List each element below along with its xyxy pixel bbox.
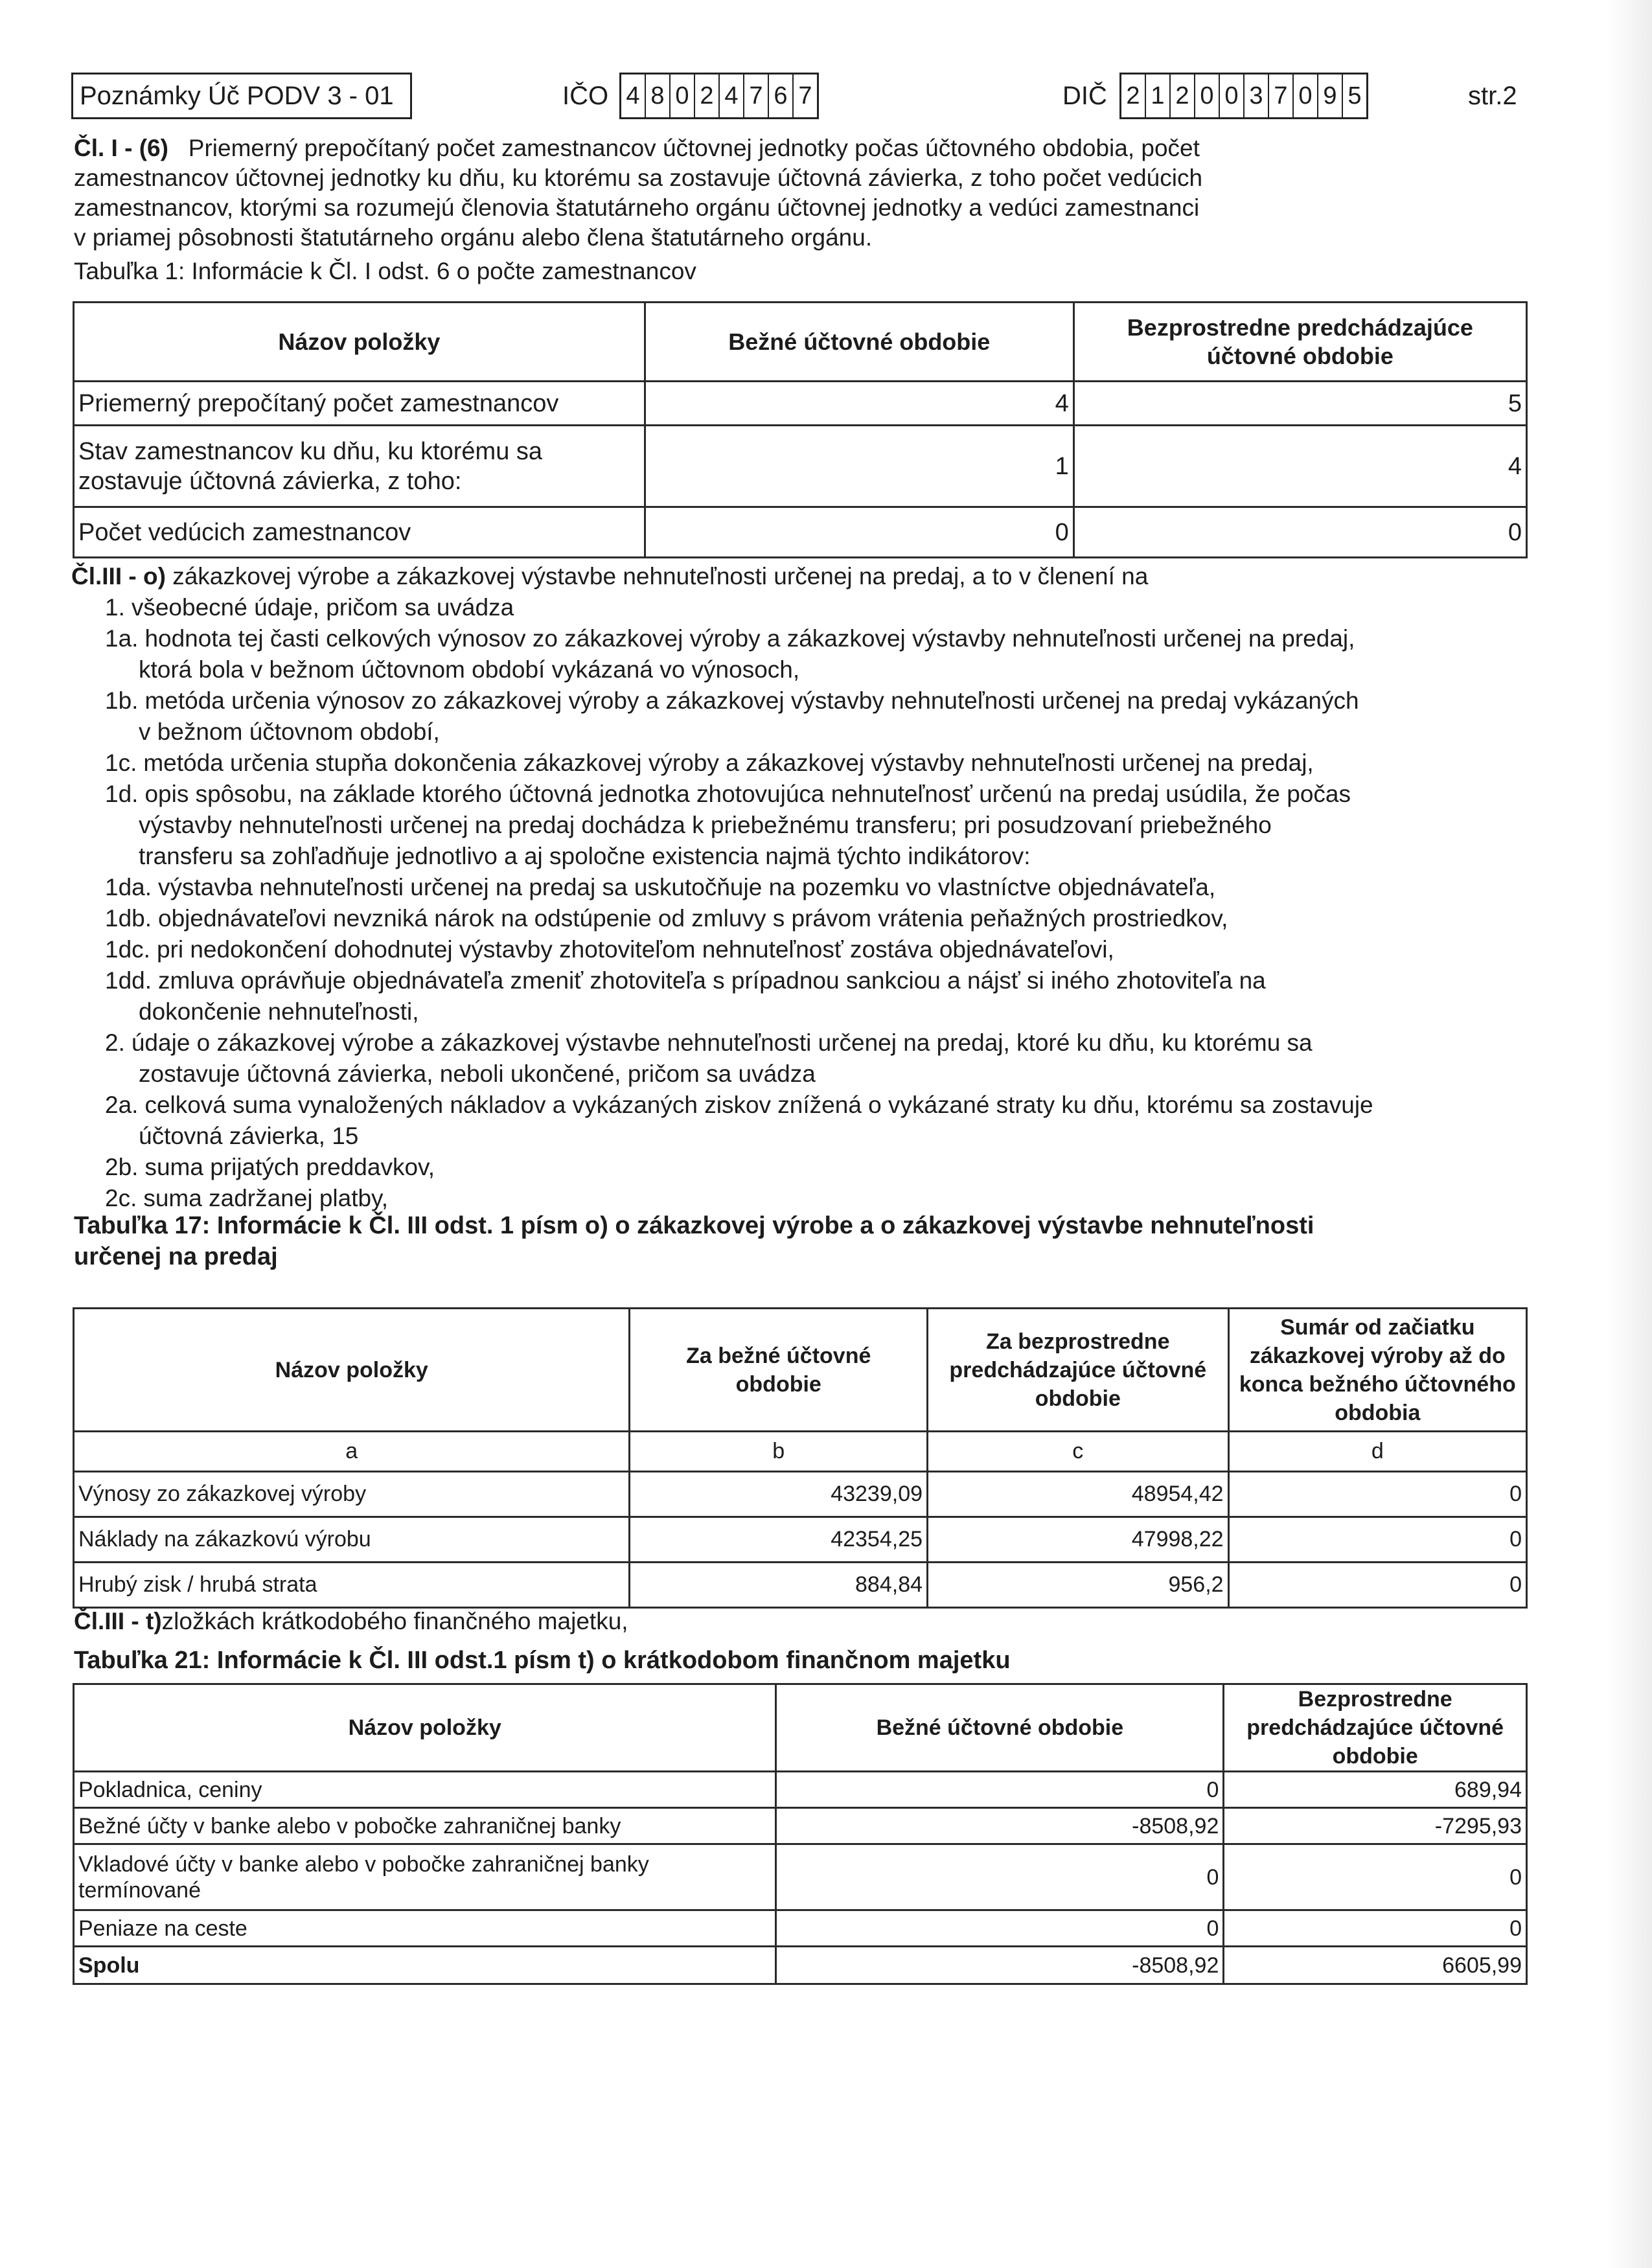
dic-digit: 2 [1171,74,1195,117]
list-item-text: transferu sa zohľadňuje jednotlivo a aj spoločne existencia najmä týchto indikátorov: [139,843,1031,869]
list-item-number: 1b. [105,687,139,714]
list-item-number: 1d. [105,781,139,807]
list-item-text: metóda určenia výnosov zo zákazkovej výroby a zákazkovej výstavby nehnuteľnosti určenej na predaj vykázaných [144,687,1359,714]
dic-digit: 0 [1220,74,1245,117]
col-header: Sumár od začiatku zákazkovej výroby až do konca bežného účtovného obdobia [1228,1309,1526,1432]
form-label-box [71,73,412,119]
section3o-text [71,561,1529,1214]
col-letter: c [928,1432,1229,1472]
dic-digit: 2 [1121,74,1146,117]
list-item-number: 1c. [105,750,137,776]
table-header-row [74,303,1527,382]
row-name: Bežné účty v banke alebo v pobočke zahraničnej banky [74,1808,776,1844]
list-item [71,748,1529,779]
section1-text [74,133,1512,286]
table-row [74,1772,1527,1808]
list-item [71,779,1529,810]
section1-ref: Čl. I - (6) [74,135,168,161]
list-item-continuation [71,1059,1529,1090]
table17-title [74,1210,1532,1272]
list-item-text: opis spôsobu, na základe ktorého účtovná jednotka zhotovujúca nehnuteľnosť určenú na predaj usúdila, že počas [144,781,1351,807]
ico-digit: 7 [744,74,769,117]
col-letter: b [630,1432,928,1472]
letters-row [74,1432,1527,1472]
ico-digits [619,73,819,119]
row-name [74,1844,776,1910]
ico-digit: 7 [798,82,812,109]
table-row [74,382,1527,426]
table-header-row [74,1309,1527,1432]
col-header: Bežné účtovné obdobie [645,303,1073,382]
list-item-number: 2b. [105,1154,139,1180]
dic-digit: 0 [1294,74,1318,117]
list-item-continuation [71,841,1529,872]
table-contract-production [73,1307,1528,1609]
ico-digit: 0 [671,74,695,117]
col-header: Za bežné účtovné obdobie [630,1309,928,1432]
table-employees [73,301,1528,558]
list-item-text: celková suma vynaložených nákladov a vykázaných ziskov znížená o vykázané straty ku dňu, ktorému sa zostavuje [144,1092,1373,1118]
cell-previous: 0 [1224,1844,1527,1910]
cell-previous: 5 [1073,382,1526,426]
dic-digit: 0 [1195,74,1220,117]
col-header: Bezprostredne predchádzajúce účtovné obdobie [1224,1684,1527,1772]
list-item-continuation [71,1121,1529,1152]
table21-title: Tabuľka 21: Informácie k Čl. III odst.1 písm t) o krátkodobom finančnom majetku [74,1647,1011,1674]
cell-d: 0 [1228,1563,1526,1608]
list-item [71,903,1529,934]
dic-digit: 3 [1245,74,1269,117]
row-name: Spolu [74,1947,776,1984]
table-row [74,1910,1527,1947]
row-name: Výnosy zo zákazkovej výroby [74,1472,630,1517]
table-header-row [74,1684,1527,1772]
cell-current: 1 [645,426,1073,507]
list-item-text: pri nedokončení dohodnutej výstavby zhotoviteľom nehnuteľnosť zostáva objednávateľovi, [156,936,1114,963]
dic-label: DIČ [1062,82,1107,110]
row-name: Náklady na zákazkovú výrobu [74,1517,630,1563]
list-item-number: 1db. [105,905,152,932]
section1-line-1 [74,133,1512,163]
row-name: Peniaze na ceste [74,1910,776,1947]
cell-current: 0 [776,1910,1224,1947]
cell-current: -8508,92 [776,1947,1224,1984]
list-item-text: účtovná závierka, 15 [139,1123,359,1149]
list-item-continuation [71,996,1529,1027]
list-item [71,1183,1529,1214]
section1-line-2: zamestnancov účtovnej jednotky ku dňu, ku ktorému sa zostavuje účtovná závierka, z toho počet vedúcich [74,165,1203,191]
list-item-text: v bežnom účtovnom období, [139,718,440,745]
list-item [71,934,1529,965]
dic-digit: 7 [1269,74,1294,117]
section3t-desc: zložkách krátkodobého finančného majetku, [161,1608,628,1634]
table-row [74,426,1527,507]
list-item-text: výstavba nehnuteľnosti určenej na predaj sa uskutočňuje na pozemku vo vlastníctve objednávateľa, [158,874,1216,900]
ico-digit: 4 [621,74,646,117]
list-item-text: všeobecné údaje, pričom sa uvádza [131,594,514,621]
list-item-number: 1dd. [105,967,152,994]
dic-digit: 5 [1348,82,1362,109]
cell-d: 0 [1228,1517,1526,1563]
section3o-ref: Čl.III - o) [71,563,166,590]
row-name [74,426,645,507]
cell-current: 4 [645,382,1073,426]
list-item-text: metóda určenia stupňa dokončenia zákazkovej výroby a zákazkovej výstavby nehnuteľnosti určenej na predaj, [143,750,1314,776]
cell-current: 0 [645,507,1073,558]
row-name: Pokladnica, ceniny [74,1772,776,1808]
table-row [74,507,1527,558]
list-item-text: zostavuje účtovná závierka, neboli ukončené, pričom sa uvádza [139,1060,816,1087]
page-number: str.2 [1468,82,1517,110]
list-item-number: 2c. [105,1185,137,1211]
col-header: Názov položky [74,1684,776,1772]
list-item-number: 2a. [105,1092,139,1118]
cell-b: 43239,09 [630,1472,928,1517]
list-item-text: objednávateľovi nevzniká nárok na odstúpenie od zmluvy s právom vrátenia peňažných prostriedkov, [158,905,1228,932]
ico-digit: 6 [769,74,794,117]
list-item-text: suma zadržanej platby, [143,1185,389,1211]
table-short-term-financial-assets [73,1683,1528,1985]
cell-previous: -7295,93 [1224,1808,1527,1844]
list-item [71,1027,1529,1059]
cell-previous: 689,94 [1224,1772,1527,1808]
list-item-text: dokončenie nehnuteľnosti, [139,998,419,1025]
section3o-intro [71,561,1529,592]
cell-previous: 0 [1073,507,1526,558]
cell-previous: 4 [1073,426,1526,507]
section1-line-3: zamestnancov, ktorými sa rozumejú členovia štatutárneho orgánu účtovnej jednotky a vedúci zamestnanci [74,194,1200,221]
list-item-number: 1dc. [105,936,150,963]
table-row [74,1517,1527,1563]
list-item-text: suma prijatých preddavkov, [144,1154,435,1180]
col-header: Názov položky [74,303,645,382]
section3o-intro-text: zákazkovej výrobe a zákazkovej výstavbe nehnuteľnosti určenej na predaj, a to v členení na [172,563,1149,590]
cell-b: 884,84 [630,1563,928,1608]
row-name: Počet vedúcich zamestnancov [74,507,645,558]
ico-digit: 2 [695,74,720,117]
table17-title-line2: určenej na predaj [74,1243,278,1270]
list-item-text: údaje o zákazkovej výrobe a zákazkovej výstavbe nehnuteľnosti určenej na predaj, ktoré ku dňu, ku ktorému sa [131,1029,1313,1056]
row-name-text: Stav zamestnancov ku dňu, ku ktorému sa zostavuje účtovná závierka, z toho: [78,437,543,495]
col-letter: a [74,1432,630,1472]
list-item-text: zmluva oprávňuje objednávateľa zmeniť zhotoviteľa s prípadnou sankciou a nájsť si iného zhotoviteľa na [158,967,1266,994]
form-label: Poznámky Úč PODV 3 - 01 [80,82,394,110]
list-item-text: ktorá bola v bežnom účtovnom období vykázaná vo výnosoch, [139,656,800,683]
ico-label: IČO [562,82,609,110]
col-header: Bežné účtovné obdobie [776,1684,1224,1772]
list-item-text: výstavby nehnuteľnosti určenej na predaj dochádza k priebežnému transferu; pri posudzovaní priebežného [139,812,1272,838]
table17-title-line1: Tabuľka 17: Informácie k Čl. III odst. 1 písm o) o zákazkovej výrobe a o zákazkovej výstavbe nehnuteľnosti [74,1212,1314,1239]
table-row-total [74,1947,1527,1984]
cell-current: -8508,92 [776,1808,1224,1844]
row-name: Hrubý zisk / hrubá strata [74,1563,630,1608]
list-item-text: hodnota tej časti celkových výnosov zo zákazkovej výroby a zákazkovej výstavby nehnuteľnosti určenej na predaj, [144,625,1355,652]
ico-digit: 4 [720,74,744,117]
row-name-text: Vkladové účty v banke alebo v pobočke zahraničnej banky termínované [78,1851,649,1903]
section3o-list [71,592,1529,1214]
ico-digit: 8 [646,74,671,117]
cell-c: 48954,42 [928,1472,1229,1517]
scan-edge-shadow [1607,0,1652,2268]
cell-current: 0 [776,1844,1224,1910]
table-row [74,1472,1527,1517]
section3t-ref: Čl.III - t) [74,1608,162,1634]
list-item-number: 1a. [105,625,139,652]
dic-digits [1119,73,1368,119]
list-item [71,872,1529,903]
dic-digit: 9 [1318,74,1343,117]
list-item-continuation [71,810,1529,841]
dic-digit: 1 [1146,74,1171,117]
list-item [71,685,1529,716]
table1-title: Tabuľka 1: Informácie k Čl. I odst. 6 o počte zamestnancov [74,258,696,284]
list-item [71,592,1529,623]
col-letter: d [1228,1432,1526,1472]
list-item [71,965,1529,996]
cell-previous: 0 [1224,1910,1527,1947]
cell-c: 956,2 [928,1563,1229,1608]
row-name: Priemerný prepočítaný počet zamestnancov [74,382,645,426]
cell-previous: 6605,99 [1224,1947,1527,1984]
table-row [74,1808,1527,1844]
col-header: Bezprostredne predchádzajúce účtovné obdobie [1073,303,1526,382]
section3t-text [74,1607,1532,1636]
list-item-number: 2. [105,1029,125,1056]
section1-line-4: v priamej pôsobnosti štatutárneho orgánu alebo člena štatutárneho orgánu. [74,224,873,251]
list-item-continuation [71,654,1529,685]
cell-d: 0 [1228,1472,1526,1517]
cell-current: 0 [776,1772,1224,1808]
table-row [74,1563,1527,1608]
list-item-number: 1da. [105,874,152,900]
cell-c: 47998,22 [928,1517,1229,1563]
list-item [71,1090,1529,1121]
section1-line-text: Priemerný prepočítaný počet zamestnancov účtovnej jednotky počas účtovného obdobia, počet [188,135,1200,161]
table-row [74,1844,1527,1910]
cell-b: 42354,25 [630,1517,928,1563]
list-item-continuation [71,716,1529,748]
col-header: Za bezprostredne predchádzajúce účtovné obdobie [928,1309,1229,1432]
list-item-number: 1. [105,594,125,621]
list-item [71,1152,1529,1183]
list-item [71,623,1529,654]
col-header: Názov položky [74,1309,630,1432]
